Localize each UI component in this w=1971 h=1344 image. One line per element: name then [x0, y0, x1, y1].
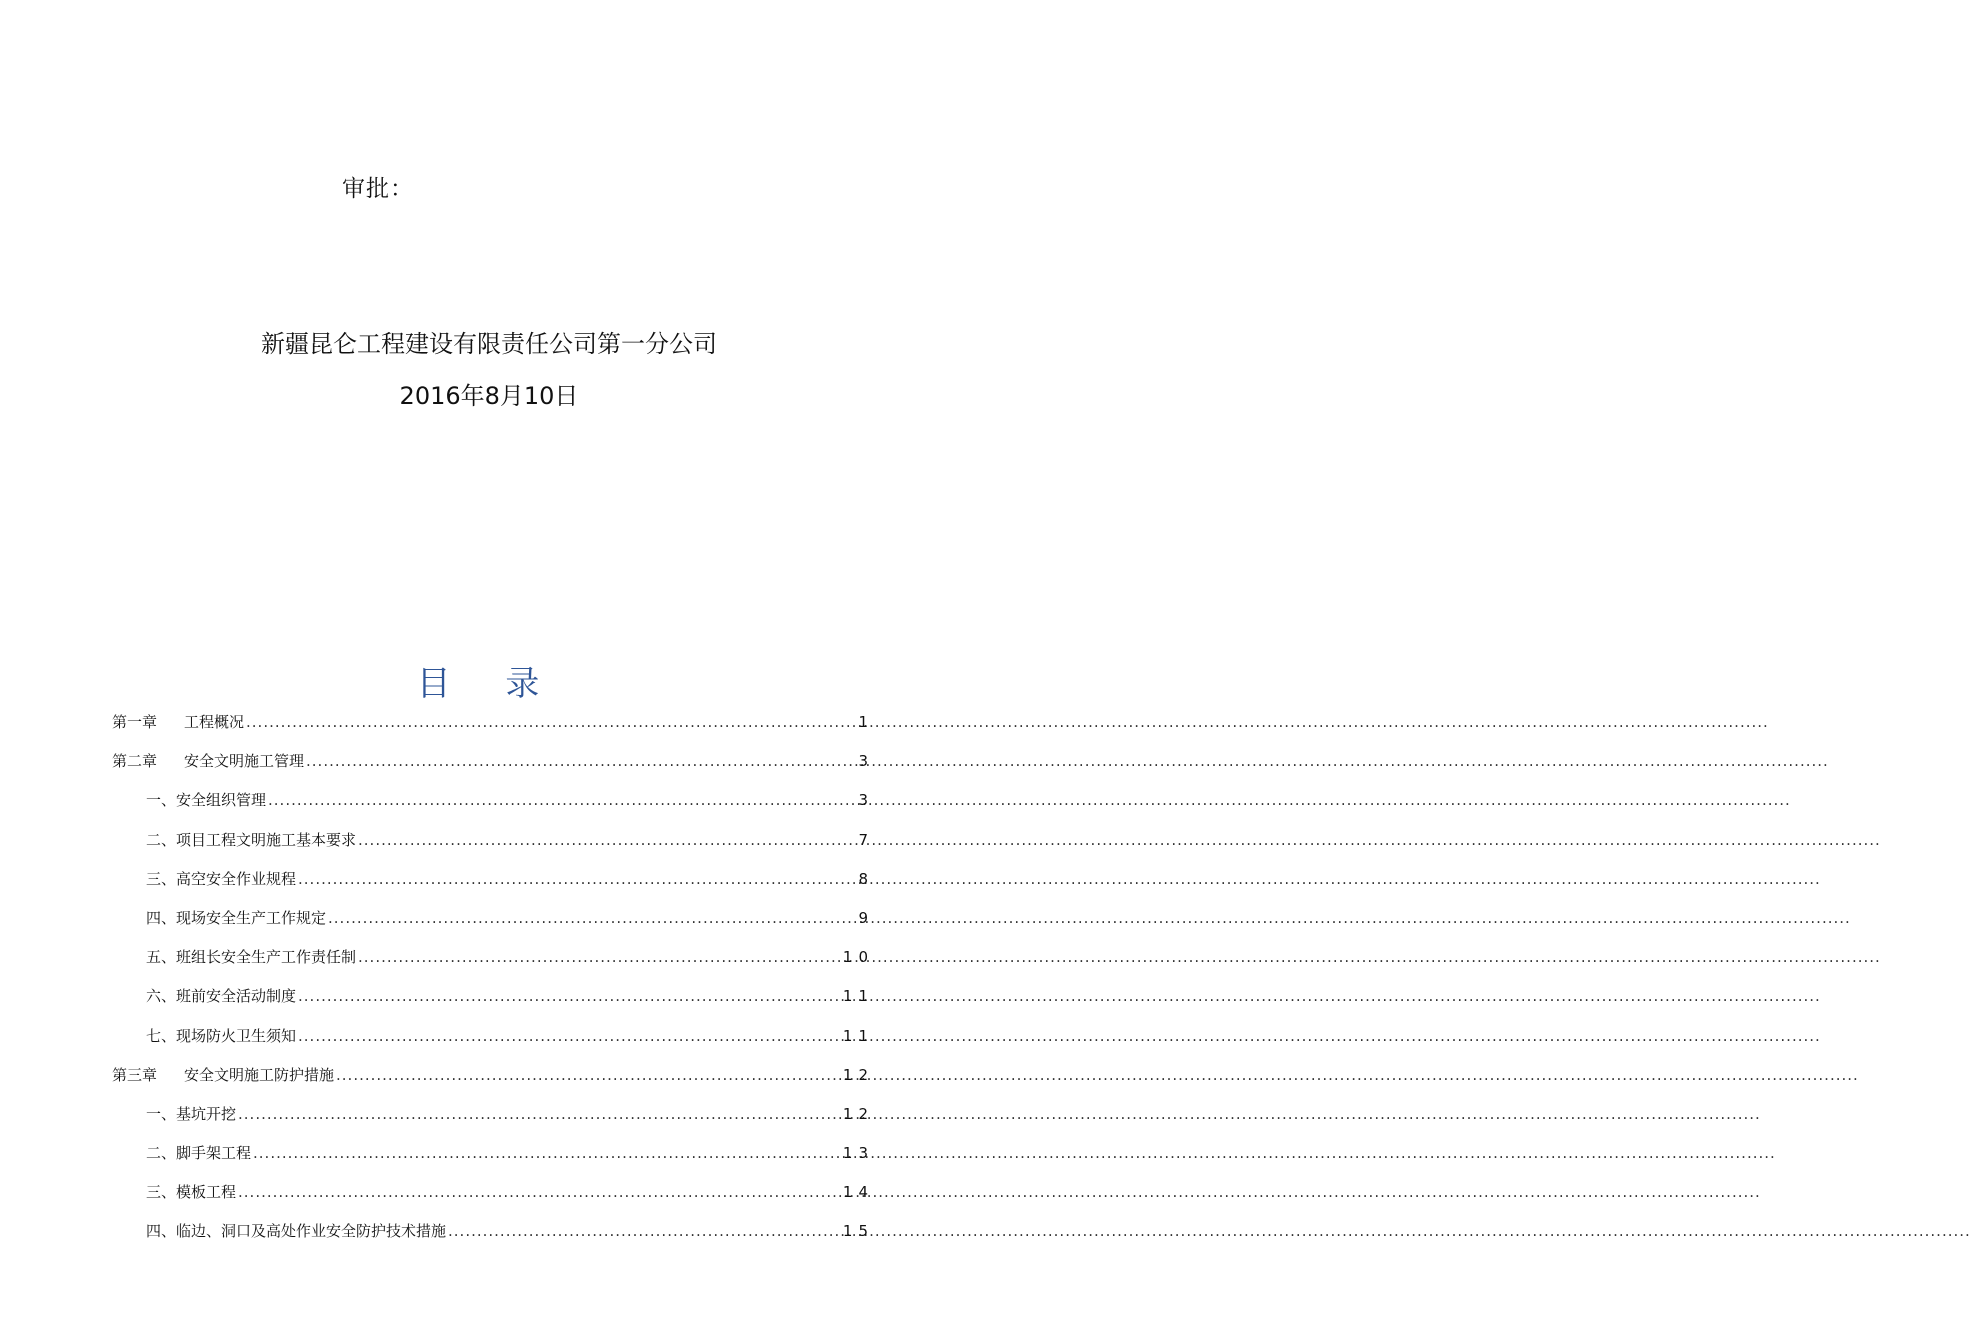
toc-entry-text: 六、班前安全活动制度 — [146, 987, 297, 1006]
toc-entry-label — [146, 1134, 251, 1173]
toc-leader-dots — [306, 742, 854, 781]
toc-entry[interactable] — [112, 821, 874, 860]
toc-page-number: 7 — [858, 830, 874, 849]
toc-entry-text: 一、基坑开挖 — [146, 1104, 237, 1123]
toc-entry-label — [146, 1095, 236, 1134]
toc-entry-label — [146, 938, 356, 977]
toc-entry[interactable] — [112, 703, 874, 742]
toc-entry-text: 二、脚手架工程 — [146, 1144, 252, 1163]
toc-entry-label — [146, 1017, 296, 1056]
toc-page-number: 14 — [842, 1183, 874, 1202]
toc-entry-label — [146, 781, 266, 820]
toc-entry-text: 一、安全组织管理 — [146, 791, 267, 810]
toc-page-number: 13 — [842, 1144, 874, 1163]
toc-entry-text: 四、临边、洞口及高处作业安全防护技术措施 — [146, 1222, 447, 1241]
toc-entry[interactable] — [112, 860, 874, 899]
toc-entry-text: 五、班组长安全生产工作责任制 — [146, 948, 357, 967]
toc-leader-dots — [328, 899, 854, 938]
toc-entry[interactable] — [112, 781, 874, 820]
toc-leader-dots — [298, 977, 839, 1016]
toc-leader-dots — [298, 1017, 839, 1056]
company-name: 新疆昆仑工程建设有限责任公司第一分公司 — [261, 330, 717, 358]
toc-title: 目 录 — [416, 664, 562, 704]
document-date: 2016年8月10日 — [399, 382, 579, 410]
toc-entry[interactable] — [112, 1056, 874, 1095]
toc-leader-dots — [358, 938, 839, 977]
toc-entry[interactable] — [112, 1173, 874, 1212]
toc-leader-dots — [238, 1095, 839, 1134]
toc-chapter-number: 第一章 — [112, 713, 158, 731]
toc-entry-label — [112, 742, 304, 781]
toc-entry[interactable] — [112, 1017, 874, 1056]
toc-entry[interactable] — [112, 1134, 874, 1173]
toc-leader-dots — [238, 1173, 839, 1212]
toc-page-number: 15 — [842, 1222, 874, 1241]
toc-page-number: 10 — [842, 948, 874, 967]
approval-label: 审批： — [342, 176, 414, 202]
toc-leader-dots — [298, 860, 854, 899]
toc-page-number: 3 — [858, 791, 874, 810]
toc-page-number: 1 — [858, 713, 874, 731]
toc-entry-text: 三、高空安全作业规程 — [146, 869, 297, 888]
toc-leader-dots — [268, 781, 854, 820]
toc-page-number: 8 — [858, 869, 874, 888]
toc-entry-text: 二、项目工程文明施工基本要求 — [146, 830, 357, 849]
toc-entry-text: 工程概况 — [184, 713, 245, 731]
table-of-contents — [112, 703, 874, 1252]
toc-chapter-number: 第三章 — [112, 1065, 158, 1084]
toc-leader-dots — [448, 1212, 839, 1251]
toc-leader-dots — [246, 703, 854, 742]
toc-entry[interactable] — [112, 899, 874, 938]
toc-entry-label — [146, 821, 356, 860]
toc-page-number: 12 — [842, 1104, 874, 1123]
toc-entry-label — [112, 703, 244, 742]
toc-entry[interactable] — [112, 938, 874, 977]
toc-page-number: 9 — [858, 908, 874, 927]
toc-page-number: 3 — [858, 752, 874, 771]
toc-entry-label — [146, 977, 296, 1016]
toc-entry[interactable] — [112, 1212, 874, 1251]
toc-entry[interactable] — [112, 742, 874, 781]
toc-entry-text: 安全文明施工管理 — [184, 752, 305, 771]
toc-entry-label — [146, 899, 326, 938]
toc-leader-dots — [358, 821, 854, 860]
toc-entry-text: 四、现场安全生产工作规定 — [146, 908, 327, 927]
toc-page-number: 11 — [842, 1026, 874, 1045]
toc-entry-label — [146, 1212, 446, 1251]
toc-leader-dots — [336, 1056, 839, 1095]
toc-chapter-number: 第二章 — [112, 752, 158, 771]
toc-page-number: 11 — [842, 987, 874, 1006]
toc-entry-text: 三、模板工程 — [146, 1183, 237, 1202]
toc-entry[interactable] — [112, 1095, 874, 1134]
toc-entry-label — [146, 860, 296, 899]
toc-entry-text: 安全文明施工防护措施 — [184, 1065, 335, 1084]
toc-entry[interactable] — [112, 977, 874, 1016]
toc-entry-label — [112, 1056, 334, 1095]
toc-leader-dots — [253, 1134, 839, 1173]
toc-page-number: 12 — [842, 1065, 874, 1084]
toc-entry-text: 七、现场防火卫生须知 — [146, 1026, 297, 1045]
toc-entry-label — [146, 1173, 236, 1212]
